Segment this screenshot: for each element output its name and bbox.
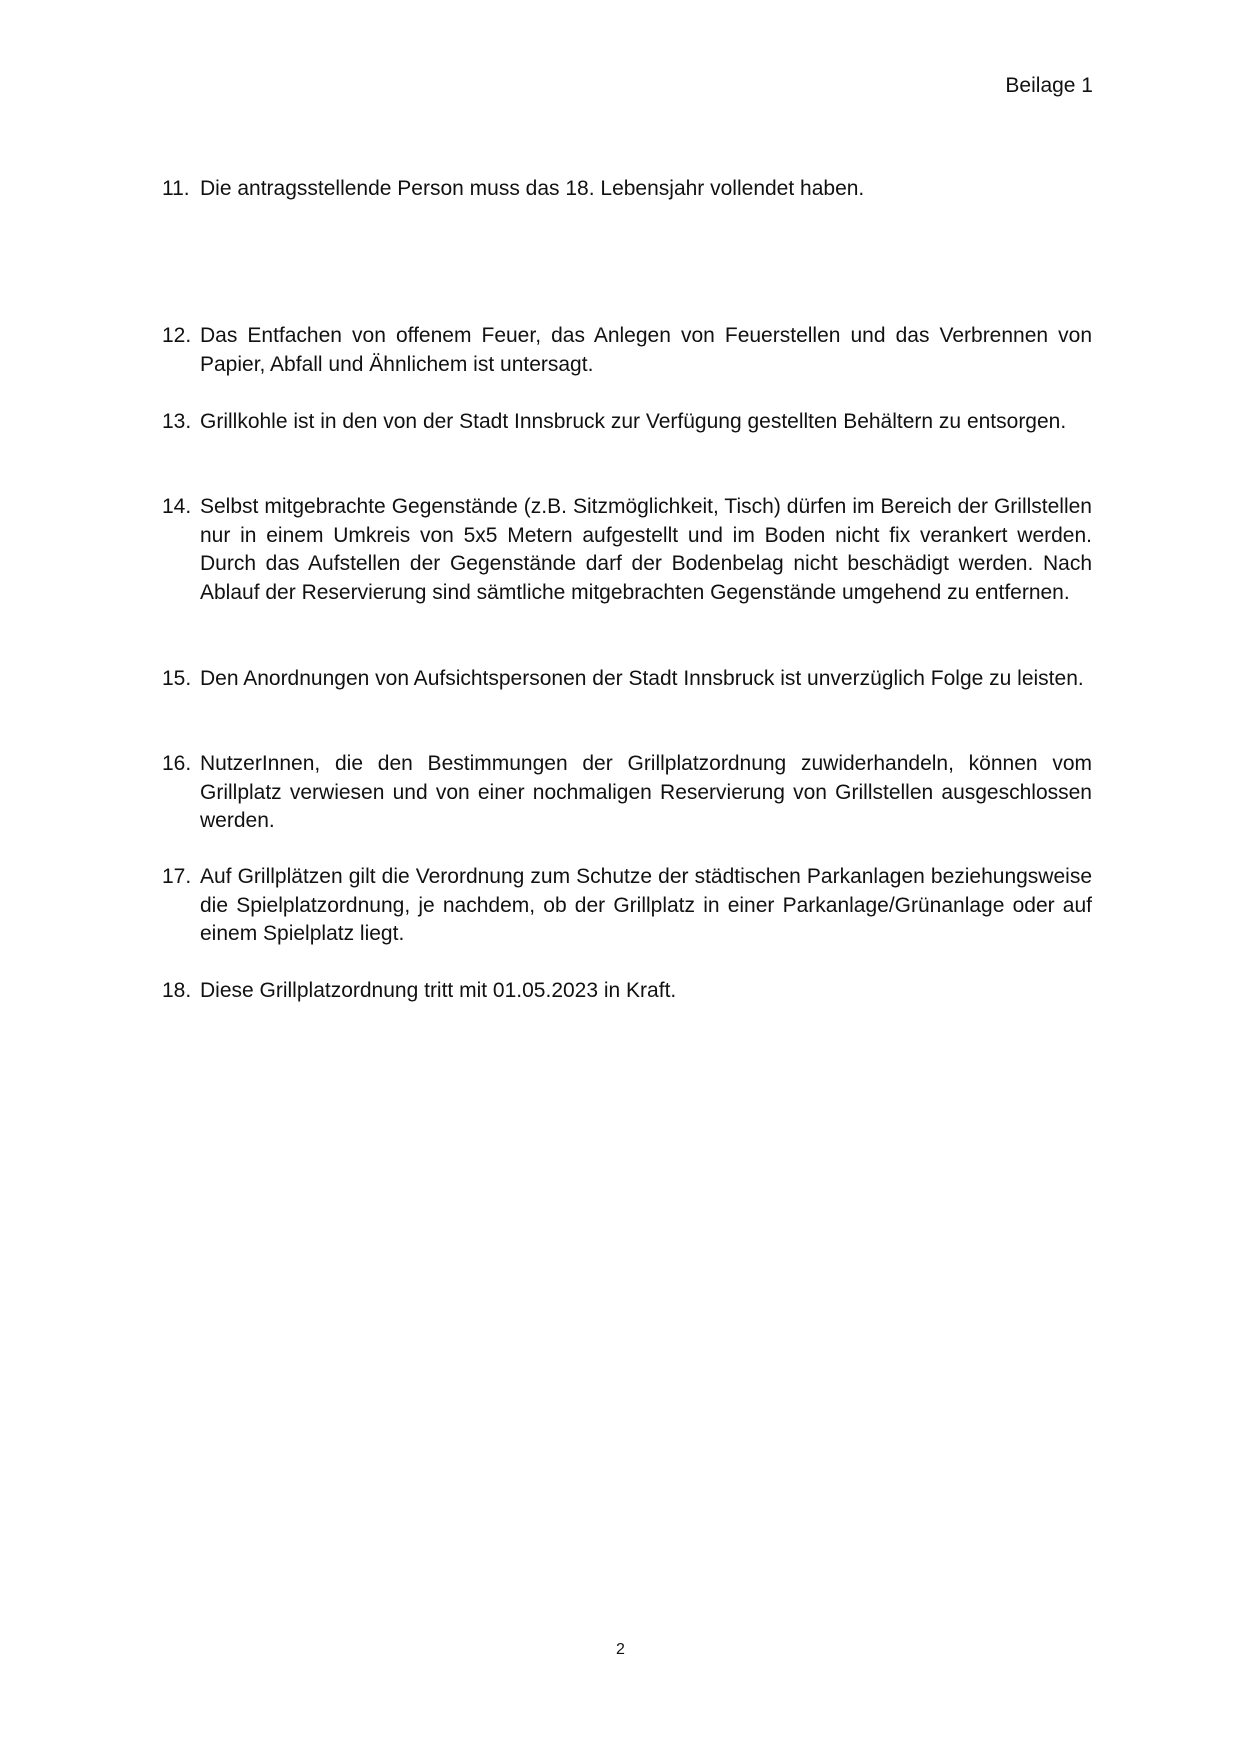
rule-text: Das Entfachen von offenem Feuer, das Anlegen von Feuerstellen und das Verbrennen von Papier, Abfall und Ähnlichem ist untersagt. xyxy=(200,324,1092,376)
rule-text: NutzerInnen, die den Bestimmungen der Grillplatzordnung zuwiderhandeln, können vom Grillplatz verwiesen und von einer nochmaligen Reservierung von Grillstellen ausgeschlossen werden. xyxy=(200,752,1092,832)
rule-number: 13. xyxy=(162,410,192,433)
rule-text: Auf Grillplätzen gilt die Verordnung zum Schutze der städtischen Parkanlagen beziehungsweise die Spielplatzordnung, je nachdem, ob der Grillplatz in einer Parkanlage/Grünanlage oder auf einem Spielplatz liegt. xyxy=(200,865,1092,945)
rule-number: 17. xyxy=(162,865,192,888)
rule-item-14 xyxy=(162,493,1092,607)
rule-item-16 xyxy=(162,750,1092,836)
rule-text: Die antragsstellende Person muss das 18. Lebensjahr vollendet haben. xyxy=(200,177,865,200)
rule-item-12 xyxy=(162,322,1092,379)
rule-number: 16. xyxy=(162,752,192,775)
rule-number: 15. xyxy=(162,667,192,690)
rule-text: Grillkohle ist in den von der Stadt Innsbruck zur Verfügung gestellten Behältern zu entsorgen. xyxy=(200,410,1067,433)
rule-text: Diese Grillplatzordnung tritt mit 01.05.2023 in Kraft. xyxy=(200,979,677,1002)
rule-number: 11. xyxy=(162,177,190,200)
rule-text: Den Anordnungen von Aufsichtspersonen der Stadt Innsbruck ist unverzüglich Folge zu leisten. xyxy=(200,667,1084,690)
rule-item-17 xyxy=(162,863,1092,949)
rule-item-13 xyxy=(162,408,1092,437)
rule-item-18 xyxy=(162,977,1092,1006)
attachment-label: Beilage 1 xyxy=(1005,74,1093,97)
rule-item-11 xyxy=(162,175,1092,204)
rule-text: Selbst mitgebrachte Gegenstände (z.B. Sitzmöglichkeit, Tisch) dürfen im Bereich der Grillstellen nur in einem Umkreis von 5x5 Metern aufgestellt und im Boden nicht fix verankert werden. Durch das Aufstellen der Gegenstände darf der Bodenbelag nicht beschädigt werden. Nach Ablauf der Reservierung sind sämtliche mitgebrachten Gegenstände umgehend zu entfernen. xyxy=(200,495,1092,604)
rule-number: 18. xyxy=(162,979,192,1002)
page-number: 2 xyxy=(616,1641,625,1658)
rule-number: 12. xyxy=(162,324,192,347)
rule-item-15 xyxy=(162,665,1092,694)
rule-number: 14. xyxy=(162,495,192,518)
